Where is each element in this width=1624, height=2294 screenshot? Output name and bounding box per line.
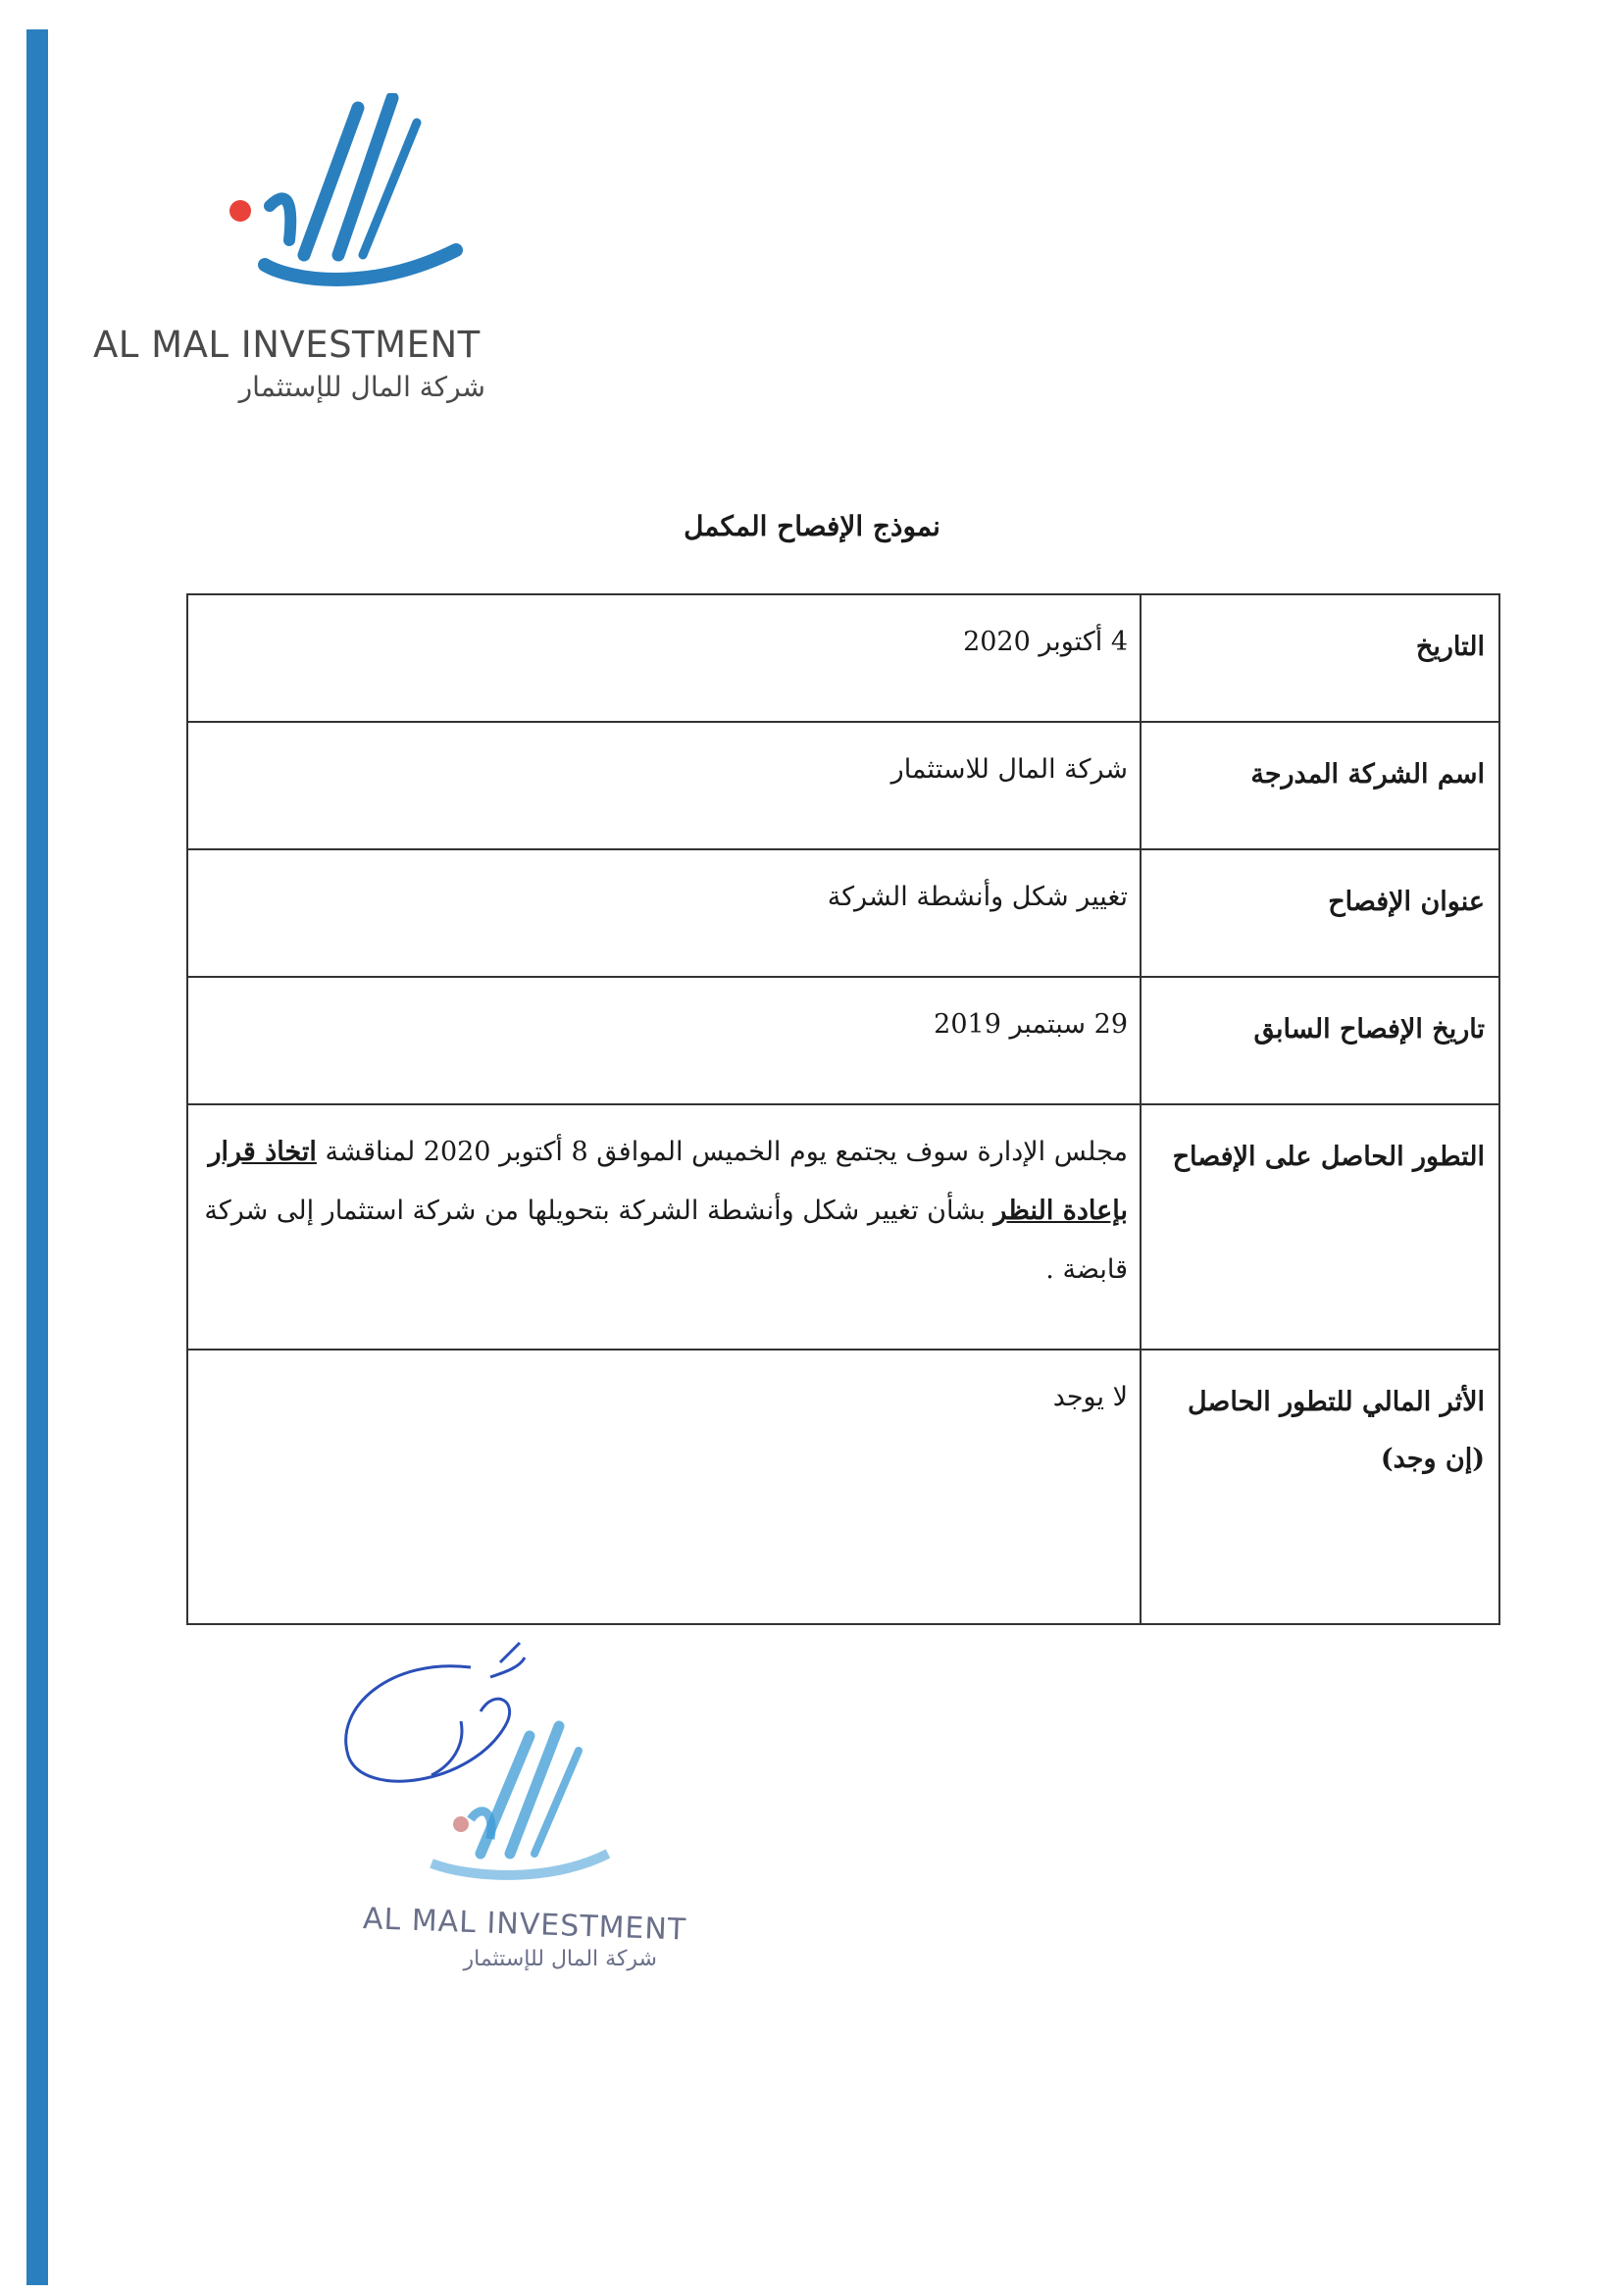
table-row [187, 1104, 1499, 1350]
stamp-name-ar: شركة المال للإستثمار [463, 1947, 657, 1971]
row-label: تاريخ الإفصاح السابق [1141, 977, 1499, 1104]
table-row [187, 594, 1499, 722]
signature-stamp [324, 1628, 696, 1981]
row-label: اسم الشركة المدرجة [1141, 722, 1499, 849]
row-label: التاريخ [1141, 594, 1499, 722]
row-label: التطور الحاصل على الإفصاح [1141, 1104, 1499, 1350]
side-accent-bar [26, 29, 48, 2285]
table-row [187, 849, 1499, 977]
logo-mark-icon [172, 93, 466, 319]
disclosure-table [186, 593, 1500, 1625]
logo-name-ar: شركة المال للإستثمار [238, 371, 485, 403]
row-value [187, 1104, 1141, 1350]
row-value: لا يوجد [187, 1350, 1141, 1624]
stamp-name-en: AL MAL INVESTMENT [362, 1902, 687, 1948]
table-row [187, 722, 1499, 849]
signature-icon [324, 1628, 696, 1912]
table-row [187, 977, 1499, 1104]
development-text-part: مجلس الإدارة سوف يجتمع يوم الخميس الموافق 8 أكتوبر 2020 لمناقشة [316, 1137, 1128, 1167]
form-title: نموذج الإفصاح المكمل [684, 510, 940, 542]
row-value: تغيير شكل وأنشطة الشركة [187, 849, 1141, 977]
row-value: شركة المال للاستثمار [187, 722, 1141, 849]
development-text-part: بشأن تغيير شكل وأنشطة الشركة بتحويلها من شركة استثمار إلى شركة قابضة . [204, 1196, 1128, 1285]
development-underlined-text: اتخاذ قرار بإعادة النظر [208, 1137, 1128, 1226]
row-label: الأثر المالي للتطور الحاصل (إن وجد) [1141, 1350, 1499, 1624]
row-value: 4 أكتوبر 2020 [187, 594, 1141, 722]
logo-name-en: AL MAL INVESTMENT [93, 324, 481, 366]
company-logo [93, 93, 505, 417]
row-value: 29 سبتمبر 2019 [187, 977, 1141, 1104]
row-label: عنوان الإفصاح [1141, 849, 1499, 977]
table-row [187, 1350, 1499, 1624]
